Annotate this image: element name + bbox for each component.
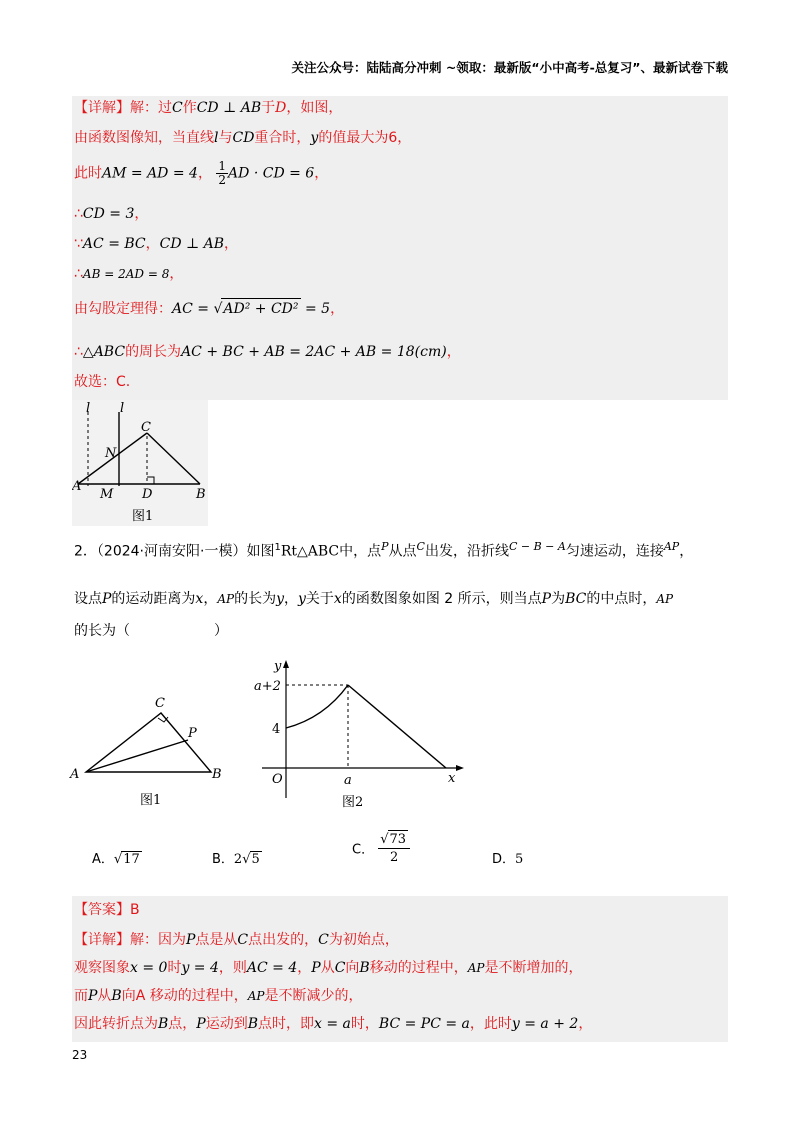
page-number: 23	[72, 1048, 88, 1062]
sol1-line-9: 故选：C.	[74, 374, 131, 390]
sol1-line-5: ∵AC = BC，CD ⊥ AB，	[74, 236, 239, 252]
question-2-line-3: 的长为（ ）	[74, 623, 228, 639]
fig1-caption: 图1	[132, 509, 154, 524]
graph-label-y: y	[274, 660, 282, 674]
answer-2-detail-1: 【详解】解：因为P点是从C点出发的，C为初始点，	[74, 932, 399, 948]
option-A[interactable]: A．√17	[92, 852, 140, 867]
fig1-label-N: N	[105, 446, 117, 461]
graph-label-a2: a+2	[254, 679, 281, 694]
option-B[interactable]: B．2√5	[212, 852, 260, 867]
answer-2-detail-3: 而P从B向A 移动的过程中，AP是不断减少的，	[74, 988, 363, 1004]
graph-caption: 图2	[342, 795, 364, 810]
option-C[interactable]: C． $\frac{√73}{2}$	[352, 830, 410, 866]
sol1-line-3: 此时AM = AD = 4， $\frac{1}{2}$ AD · CD = 6，	[74, 159, 329, 187]
tri-label-A: A	[70, 767, 80, 782]
fig1-label-l2: l	[120, 401, 125, 416]
sol1-line-1: 【详解】解：过C作CD ⊥ AB于D，如图，	[74, 100, 343, 116]
answer-2-line: 【答案】B	[74, 902, 140, 918]
fig1-label-B: B	[196, 487, 206, 502]
fraction-half: $\frac{1}{2}$	[218, 159, 227, 187]
sol1-line-6: ∴AB = 2AD = 8，	[74, 266, 184, 282]
tri-label-P: P	[188, 726, 197, 741]
solution-figure-1	[72, 400, 208, 526]
sol1-line-7: 由勾股定理得：AC = √AD² + CD² = 5，	[74, 298, 344, 319]
fig1-label-D: D	[142, 487, 153, 502]
answer-2-detail-4: 因此转折点为B点，P运动到B点时，即x = a时，BC = PC = a，此时y = a + 2，	[74, 1016, 593, 1032]
sol1-line-8: ∴△ABC的周长为AC + BC + AB = 2AC + AB = 18(cm)，	[74, 344, 461, 360]
graph-label-a: a	[344, 773, 352, 788]
triangle-figure	[66, 690, 236, 816]
fig1-label-C: C	[141, 420, 151, 435]
answer-2-detail-2: 观察图象x = 0时y = 4，则AC = 4，P从C向B移动的过程中，AP是不断增加的，	[74, 960, 583, 976]
question-2-line-2: 设点P的运动距离为x，AP的长为y，y关于x的函数图象如图 2 所示，则当点P为BC的中点时，AP	[74, 591, 674, 607]
tri-label-C: C	[155, 696, 165, 711]
fig1-label-M: M	[100, 487, 114, 502]
graph-label-O: O	[272, 772, 283, 787]
function-graph-figure	[250, 660, 470, 810]
tri-caption: 图1	[140, 793, 162, 808]
question-2-line-1: 2．（2024·河南安阳·一模）如图$^1$Rt△ABC中，点$^P$从点$^C$出发，沿折线$^{C - B - A}$匀速运动，连接$^{AP}$，	[74, 540, 694, 560]
fig1-label-l1: l	[86, 401, 91, 416]
fig1-label-A: A	[72, 479, 82, 494]
graph-label-4: 4	[272, 722, 281, 737]
sol1-line-2: 由函数图像知，当直线l与CD重合时，y的值最大为6，	[74, 130, 412, 146]
option-D[interactable]: D．5	[492, 852, 524, 867]
sol1-line-4: ∴CD = 3，	[74, 206, 149, 222]
page-header: 关注公众号：陆陆高分冲刺 ~领取：最新版“小中高考-总复习”、最新试卷下载	[291, 60, 728, 75]
tri-label-B: B	[212, 767, 222, 782]
graph-label-x: x	[448, 771, 456, 786]
